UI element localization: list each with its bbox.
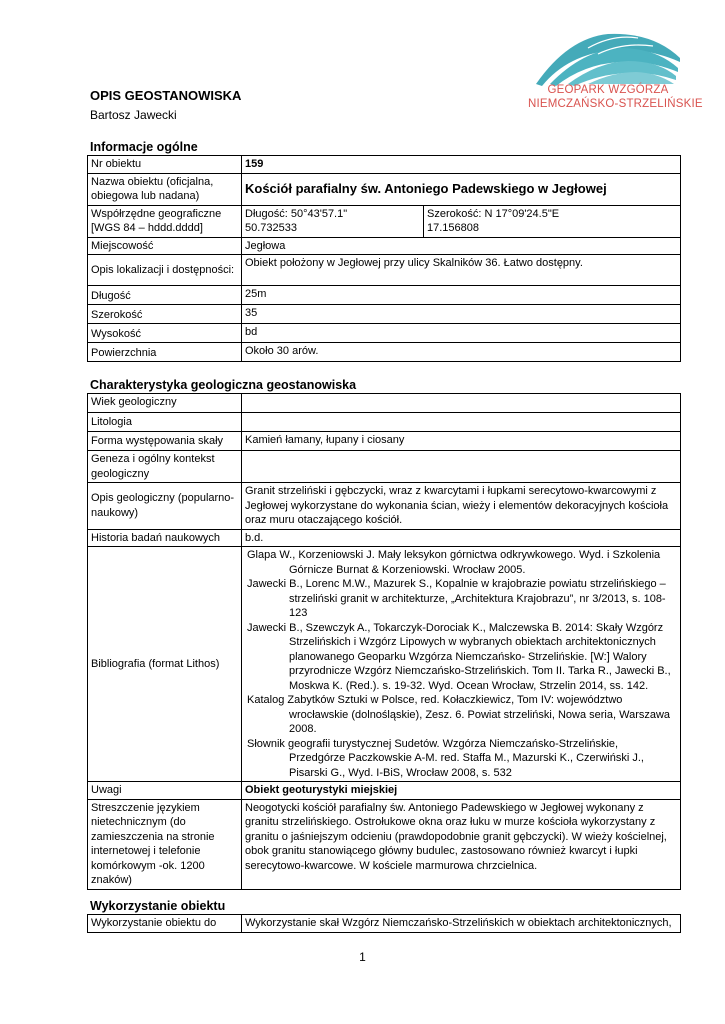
- general-info-table: [87, 155, 681, 362]
- section-geology-heading: Charakterystyka geologiczna geostanowiska: [90, 378, 357, 392]
- genesis-label: Geneza i ogólny kontekst geologiczny: [88, 451, 242, 483]
- height-value: bd: [242, 324, 681, 343]
- latitude-cell: [424, 205, 681, 237]
- form-label: Forma występowania skały: [88, 432, 242, 451]
- form-value: Kamień łamany, łupany i ciosany: [242, 432, 681, 451]
- bibliography-entry: Słownik geografii turystycznej Sudetów. Wzgórza Niemczańsko-Strzelińskie, Przedgórze Paczkowskie A-M. red. Staffa M., Mazurski K., Czerwiński J., Pisarski G., Wyd. I-BiS, Wrocław 2008, s. 532: [247, 737, 644, 779]
- table-row: [88, 799, 681, 889]
- access-value: Obiekt położony w Jegłowej przy ulicy Skalników 36. Łatwo dostępny.: [242, 255, 681, 286]
- bibliography-entry: Katalog Zabytków Sztuki w Polsce, red. Kołaczkiewicz, Tom IV: województwo wrocławskie (dolnośląskie), Zesz. 6. Powiat strzeliński, Nowa seria, Warszawa 2008.: [247, 694, 671, 735]
- latitude-dms: Szerokość: N 17°09'24.5"E: [427, 207, 560, 220]
- lithology-value: [242, 413, 681, 432]
- longitude-cell: [242, 205, 424, 237]
- geopark-hills-icon: [528, 28, 688, 88]
- area-value: Około 30 arów.: [242, 343, 681, 362]
- latitude-decimal: 17.156808: [427, 222, 479, 234]
- table-row: [88, 343, 681, 362]
- name-label: Nazwa obiektu (oficjalna, obiegowa lub nadana): [88, 173, 242, 205]
- section-general-heading: Informacje ogólne: [90, 140, 198, 154]
- area-label: Powierzchnia: [88, 343, 242, 362]
- bibliography-entry: Jawecki B., Szewczyk A., Tokarczyk-Dorociak K., Malczewska B. 2014: Skały Wzgórz Strzelińskich i Wzgórz Lipowych w wybranych obiektach architektonicznych planowanego Geoparku Wzgórza Niemczańsko- Strzelińskie. [W:] Walory przyrodnicze Wzgórz Niemczańsko-Strzelińskich. Tom II. Tarka R., Jawecki B., Moskwa K. (Red.). s. 19-32. Wyd. Ocean Wrocław, Strzelin 2014, ss. 142.: [247, 621, 671, 692]
- table-row: [88, 324, 681, 343]
- summary-label: Streszczenie językiem nietechnicznym (do zamieszczenia na stronie internetowej i telefonie komórkowym -ok. 1200 znaków): [88, 799, 242, 889]
- access-label: Opis lokalizacji i dostępności:: [88, 255, 242, 286]
- longitude-dms: Długość: 50°43'57.1": [245, 207, 348, 220]
- table-row: [88, 255, 681, 286]
- lithology-label: Litologia: [88, 413, 242, 432]
- width-value: 35: [242, 305, 681, 324]
- bibliography-list: [242, 547, 681, 782]
- bibliography-label: Bibliografia (format Lithos): [88, 547, 242, 782]
- notes-label: Uwagi: [88, 782, 242, 800]
- age-value: [242, 394, 681, 413]
- place-value: Jegłowa: [242, 237, 681, 255]
- history-value: b.d.: [242, 529, 681, 547]
- geology-table: [87, 393, 681, 890]
- place-label: Miejscowość: [88, 237, 242, 255]
- usage-table: [87, 914, 681, 933]
- genesis-value: [242, 451, 681, 483]
- section-usage-heading: Wykorzystanie obiektu: [90, 899, 226, 913]
- page-number: 1: [359, 950, 366, 964]
- table-row: [88, 173, 681, 205]
- logo-text-line1: GEOPARK WZGÓRZA: [547, 84, 669, 96]
- table-row: [88, 915, 681, 933]
- table-row: [88, 547, 681, 782]
- length-label: Długość: [88, 286, 242, 305]
- table-row: [88, 529, 681, 547]
- usage-label: Wykorzystanie obiektu do: [88, 915, 242, 933]
- length-value: 25m: [242, 286, 681, 305]
- geopark-logo: [528, 28, 703, 114]
- table-row: [88, 782, 681, 800]
- table-row: [88, 237, 681, 255]
- bibliography-entry: Glapa W., Korzeniowski J. Mały leksykon górnictwa odkrywkowego. Wyd. i Szkolenia Górnicze Burnat & Korzeniowski. Wrocław 2005.: [247, 549, 661, 576]
- nr-value: 159: [242, 156, 681, 174]
- name-value: Kościół parafialny św. Antoniego Padewskiego w Jegłowej: [242, 173, 681, 205]
- height-label: Wysokość: [88, 324, 242, 343]
- bibliography-entry: Jawecki B., Lorenc M.W., Mazurek S., Kopalnie w krajobrazie powiatu strzelińskiego – strzeliński granit w architekturze, „Architektura Krajobrazu”, nr 3/2013, s. 108-123: [247, 578, 666, 619]
- nr-label: Nr obiektu: [88, 156, 242, 174]
- history-label: Historia badań naukowych: [88, 529, 242, 547]
- author-name: Bartosz Jawecki: [90, 108, 177, 122]
- table-row: [88, 394, 681, 413]
- table-row: [88, 432, 681, 451]
- longitude-decimal: 50.732533: [245, 222, 297, 234]
- table-row: [88, 305, 681, 324]
- document-title: OPIS GEOSTANOWISKA: [90, 88, 242, 103]
- notes-value: Obiekt geoturystyki miejskiej: [242, 782, 681, 800]
- table-row: [88, 286, 681, 305]
- table-row: [88, 156, 681, 174]
- description-label: Opis geologiczny (popularno-naukowy): [88, 483, 242, 530]
- logo-text-line2: NIEMCZAŃSKO-STRZELIŃSKIE: [528, 98, 703, 110]
- usage-value: Wykorzystanie skał Wzgórz Niemczańsko-Strzelińskich w obiektach architektonicznych,: [242, 915, 681, 933]
- age-label: Wiek geologiczny: [88, 394, 242, 413]
- table-row: [88, 451, 681, 483]
- coords-label: Współrzędne geograficzne [WGS 84 – hddd.dddd]: [88, 205, 242, 237]
- table-row: [88, 205, 681, 237]
- width-label: Szerokość: [88, 305, 242, 324]
- description-value: Granit strzeliński i gębczycki, wraz z kwarcytami i łupkami serecytowo-kwarcowymi z Jegłowej wykorzystane do wykonania ścian, wieży i elementów dekoracyjnych kościoła oraz muru otaczającego kościół.: [242, 483, 681, 530]
- table-row: [88, 483, 681, 530]
- table-row: [88, 413, 681, 432]
- summary-value: Neogotycki kościół parafialny św. Antoniego Padewskiego w Jegłowej wykonany z granitu strzelińskiego. Ostrołukowe okna oraz łuku w murze kościoła wykorzystany z granitu o jaśniejszym odcieniu (prawdopodobnie granit gębczycki). W wieży kościelnej, obok granitu stanowiącego główny budulec, zastosowano również kwarcyt i łupki serecytowo-kwarcowe. W kościele marmurowa chrzcielnica.: [242, 799, 681, 889]
